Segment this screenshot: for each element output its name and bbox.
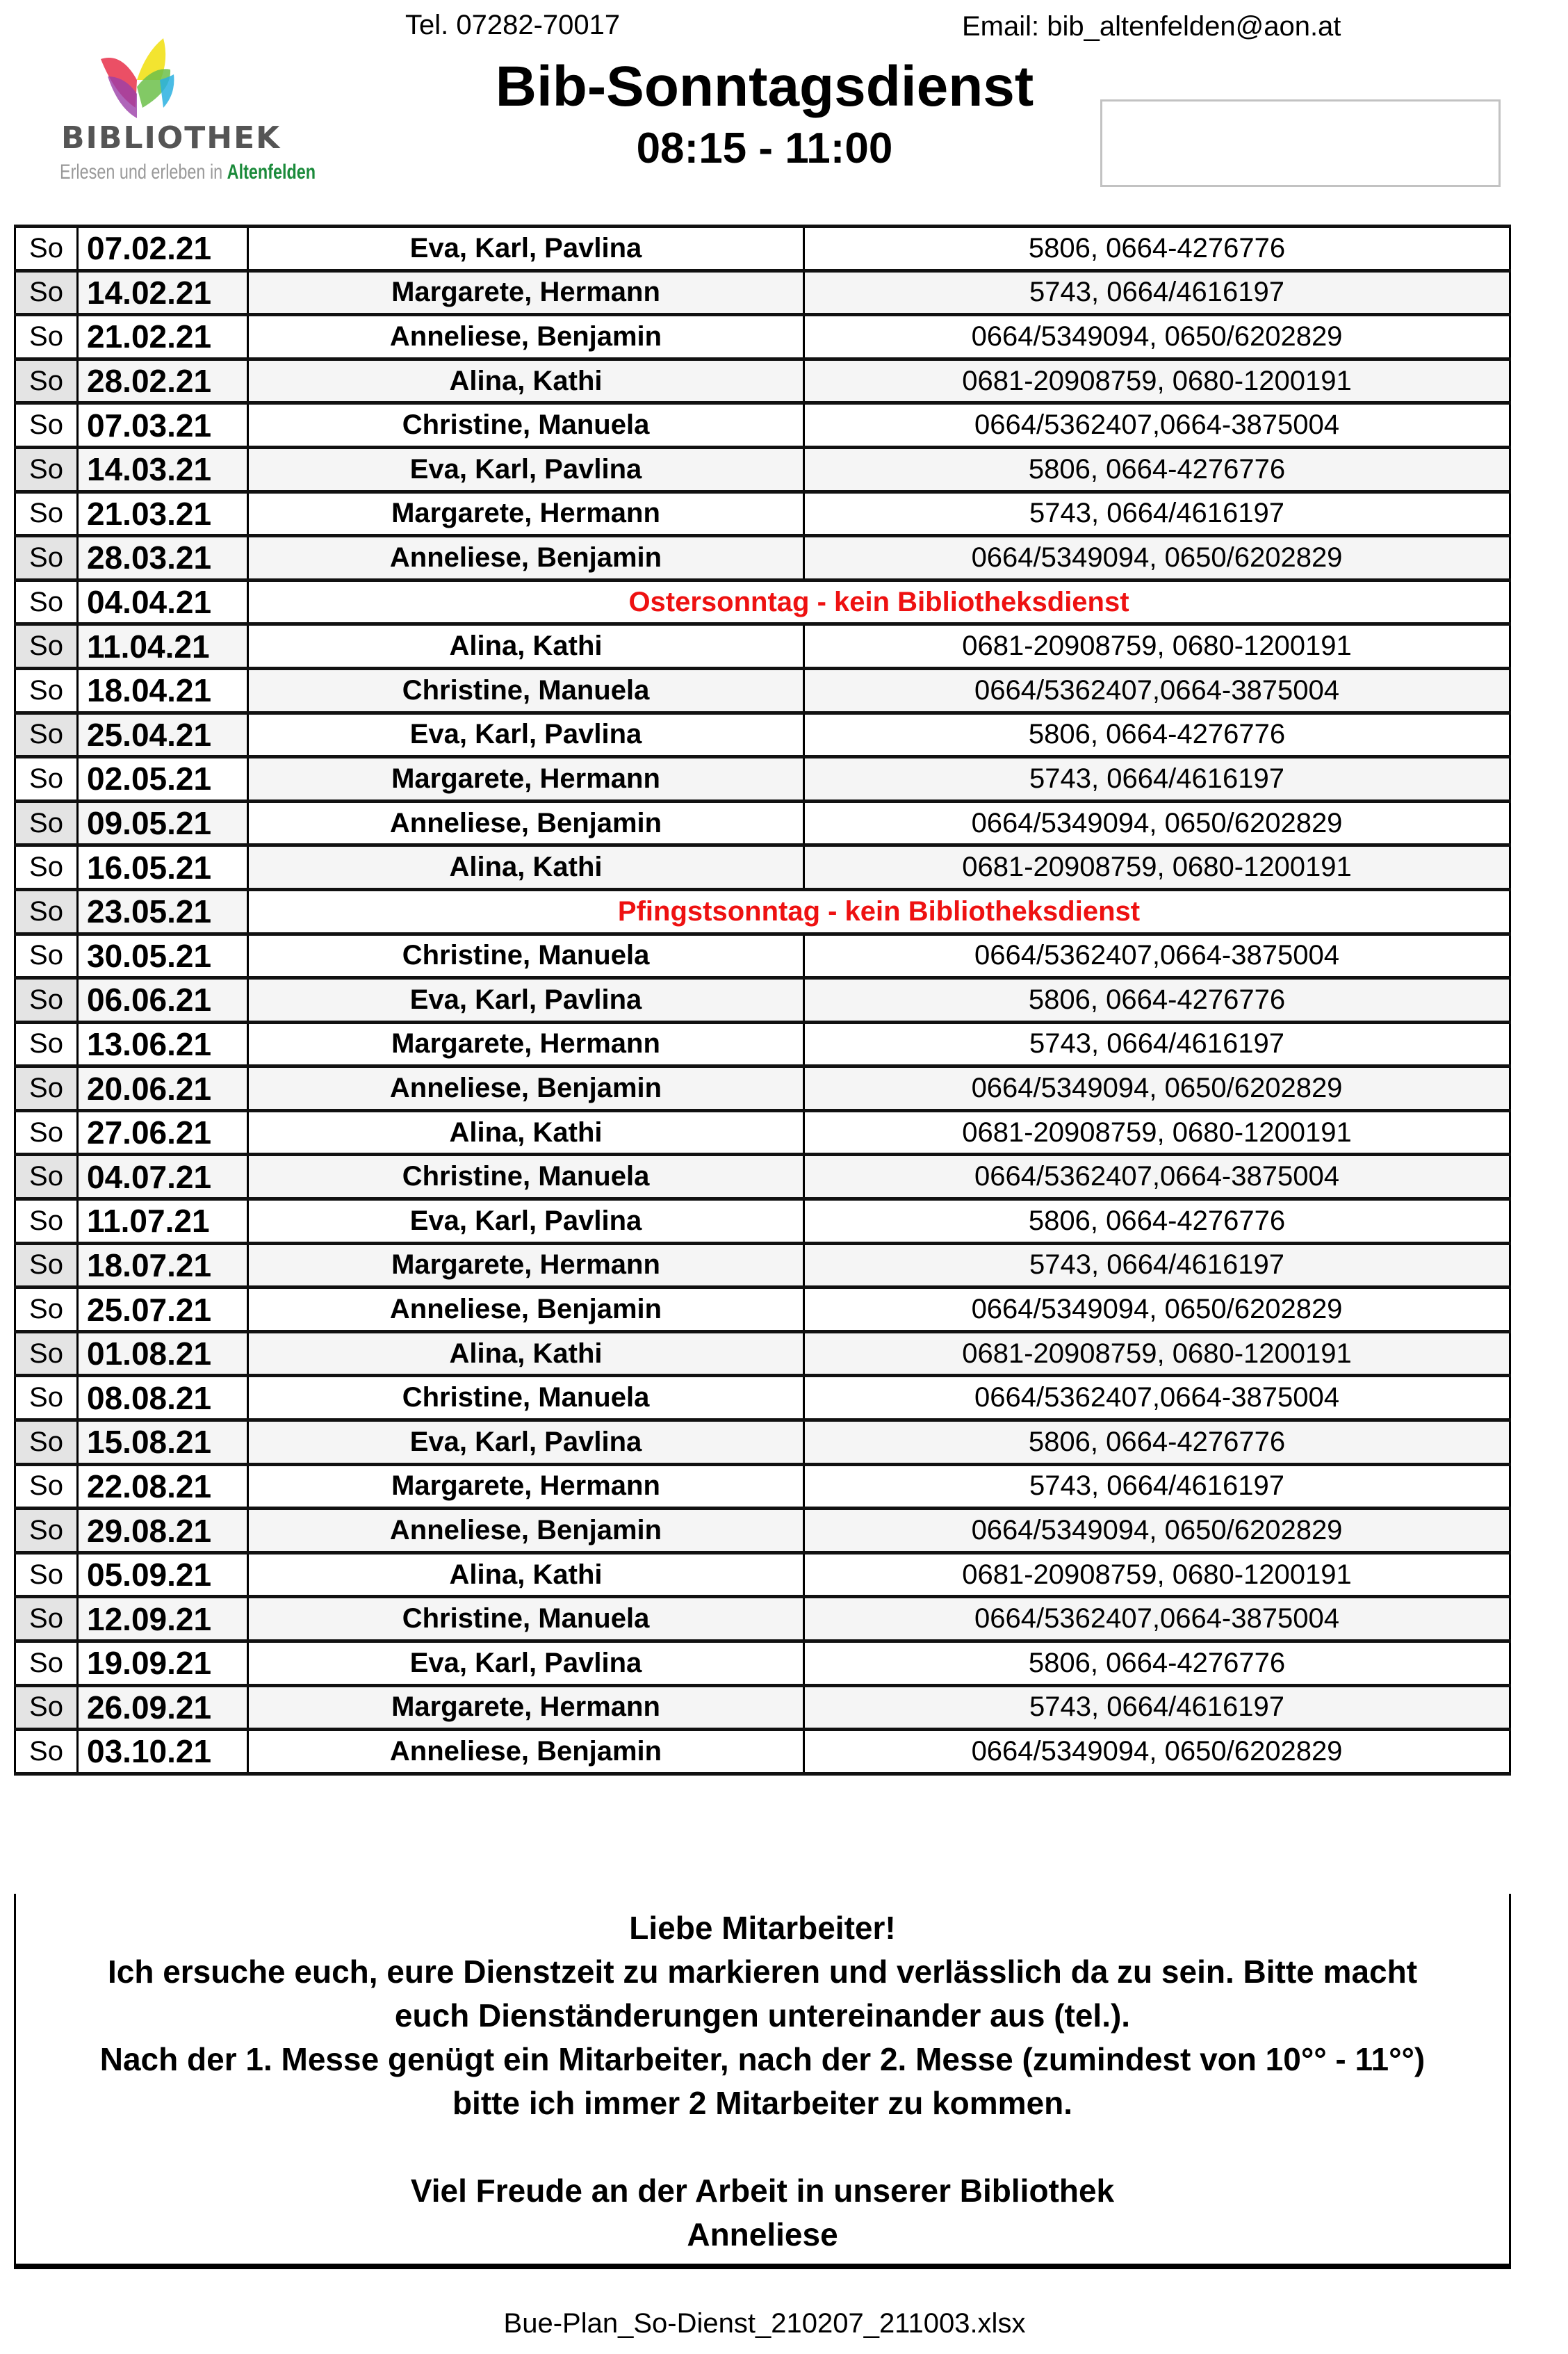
- phone-cell: 0681-20908759, 0680-1200191: [804, 1552, 1510, 1597]
- schedule-row: [15, 1597, 1510, 1641]
- staff-names-cell: Margarete, Hermann: [248, 1685, 804, 1730]
- schedule-row: [15, 1552, 1510, 1597]
- day-cell: So: [15, 1597, 78, 1641]
- schedule-row: [15, 359, 1510, 403]
- phone-cell: 5806, 0664-4276776: [804, 1420, 1510, 1465]
- phone-cell: 0664/5362407,0664-3875004: [804, 1376, 1510, 1420]
- schedule-row: [15, 1066, 1510, 1111]
- date-cell: 28.03.21: [78, 536, 248, 581]
- schedule-row: [15, 1199, 1510, 1244]
- day-cell: So: [15, 1243, 78, 1288]
- message-greeting: Liebe Mitarbeiter!: [629, 1910, 896, 1946]
- schedule-row: [15, 624, 1510, 669]
- staff-names-cell: Margarete, Hermann: [248, 270, 804, 315]
- day-cell: So: [15, 801, 78, 845]
- phone-cell: 0664/5349094, 0650/6202829: [804, 1288, 1510, 1332]
- day-cell: So: [15, 713, 78, 757]
- staff-names-cell: Eva, Karl, Pavlina: [248, 713, 804, 757]
- schedule-row: [15, 1376, 1510, 1420]
- phone-cell: 5743, 0664/4616197: [804, 1022, 1510, 1066]
- date-cell: 05.09.21: [78, 1552, 248, 1597]
- day-cell: So: [15, 934, 78, 978]
- date-cell: 30.05.21: [78, 934, 248, 978]
- day-cell: So: [15, 403, 78, 448]
- phone-cell: 0681-20908759, 0680-1200191: [804, 624, 1510, 669]
- day-cell: So: [15, 536, 78, 581]
- staff-names-cell: Margarete, Hermann: [248, 1464, 804, 1509]
- schedule-row: [15, 1022, 1510, 1066]
- schedule-row: [15, 934, 1510, 978]
- schedule-row: [15, 757, 1510, 802]
- date-cell: 16.05.21: [78, 845, 248, 890]
- day-cell: So: [15, 1641, 78, 1686]
- day-cell: So: [15, 1376, 78, 1420]
- schedule-row: [15, 845, 1510, 890]
- phone-cell: 0664/5349094, 0650/6202829: [804, 536, 1510, 581]
- schedule-row: [15, 1155, 1510, 1199]
- staff-names-cell: Eva, Karl, Pavlina: [248, 1420, 804, 1465]
- date-cell: 04.04.21: [78, 580, 248, 624]
- date-cell: 19.09.21: [78, 1641, 248, 1686]
- schedule-table: [14, 225, 1511, 1776]
- staff-names-cell: Alina, Kathi: [248, 845, 804, 890]
- holiday-note: Pfingstsonntag - kein Bibliotheksdienst: [248, 889, 1510, 934]
- day-cell: So: [15, 359, 78, 403]
- phone-cell: 0664/5349094, 0650/6202829: [804, 315, 1510, 359]
- day-cell: So: [15, 845, 78, 890]
- day-cell: So: [15, 1066, 78, 1111]
- schedule-row: [15, 1730, 1510, 1774]
- date-cell: 22.08.21: [78, 1464, 248, 1509]
- staff-names-cell: Alina, Kathi: [248, 359, 804, 403]
- day-cell: So: [15, 1110, 78, 1155]
- staff-names-cell: Anneliese, Benjamin: [248, 1066, 804, 1111]
- day-cell: So: [15, 1464, 78, 1509]
- phone-cell: 5806, 0664-4276776: [804, 978, 1510, 1023]
- phone-cell: 0681-20908759, 0680-1200191: [804, 845, 1510, 890]
- day-cell: So: [15, 1199, 78, 1244]
- day-cell: So: [15, 1022, 78, 1066]
- day-cell: So: [15, 1288, 78, 1332]
- day-cell: So: [15, 978, 78, 1023]
- date-cell: 14.03.21: [78, 447, 248, 492]
- date-cell: 27.06.21: [78, 1110, 248, 1155]
- date-cell: 07.03.21: [78, 403, 248, 448]
- day-cell: So: [15, 1155, 78, 1199]
- staff-names-cell: Anneliese, Benjamin: [248, 1730, 804, 1774]
- phone-cell: 5806, 0664-4276776: [804, 713, 1510, 757]
- phone-cell: 5743, 0664/4616197: [804, 1464, 1510, 1509]
- day-cell: So: [15, 624, 78, 669]
- phone-cell: 5743, 0664/4616197: [804, 492, 1510, 536]
- staff-names-cell: Anneliese, Benjamin: [248, 801, 804, 845]
- day-cell: So: [15, 315, 78, 359]
- page-title: Bib-Sonntagsdienst: [495, 55, 1034, 118]
- message-line: Ich ersuche euch, eure Dienstzeit zu markieren und verlässlich da zu sein. Bitte macht: [107, 1954, 1418, 1990]
- schedule-row: [15, 536, 1510, 581]
- message-line: bitte ich immer 2 Mitarbeiter zu kommen.: [452, 2085, 1073, 2121]
- phone-cell: 0681-20908759, 0680-1200191: [804, 1331, 1510, 1376]
- staff-names-cell: Christine, Manuela: [248, 403, 804, 448]
- day-cell: So: [15, 227, 78, 271]
- message-spacer: [16, 2125, 1509, 2169]
- staff-names-cell: Christine, Manuela: [248, 934, 804, 978]
- staff-names-cell: Alina, Kathi: [248, 624, 804, 669]
- schedule-row: [15, 668, 1510, 713]
- staff-names-cell: Christine, Manuela: [248, 1597, 804, 1641]
- schedule-row: [15, 447, 1510, 492]
- phone-number: Tel. 07282-70017: [405, 10, 621, 40]
- day-cell: So: [15, 447, 78, 492]
- schedule-row: [15, 1641, 1510, 1686]
- staff-names-cell: Margarete, Hermann: [248, 1243, 804, 1288]
- email-address: Email: bib_altenfelden@aon.at: [962, 11, 1341, 42]
- message-closing: Viel Freude an der Arbeit in unserer Bibliothek: [410, 2173, 1115, 2209]
- day-cell: So: [15, 1509, 78, 1553]
- date-cell: 23.05.21: [78, 889, 248, 934]
- date-cell: 15.08.21: [78, 1420, 248, 1465]
- date-cell: 25.04.21: [78, 713, 248, 757]
- date-cell: 21.02.21: [78, 315, 248, 359]
- message-signature: Anneliese: [687, 2216, 838, 2252]
- staff-names-cell: Alina, Kathi: [248, 1110, 804, 1155]
- message-line: euch Dienständerungen untereinander aus (tel.).: [394, 1997, 1131, 2034]
- date-cell: 03.10.21: [78, 1730, 248, 1774]
- note-box: [1100, 99, 1501, 187]
- staff-names-cell: Anneliese, Benjamin: [248, 1509, 804, 1553]
- phone-cell: 0664/5362407,0664-3875004: [804, 668, 1510, 713]
- date-cell: 13.06.21: [78, 1022, 248, 1066]
- holiday-note: Ostersonntag - kein Bibliotheksdienst: [248, 580, 1510, 624]
- footer-filename: Bue-Plan_So-Dienst_210207_211003.xlsx: [503, 2308, 1026, 2339]
- day-cell: So: [15, 757, 78, 802]
- date-cell: 25.07.21: [78, 1288, 248, 1332]
- staff-names-cell: Eva, Karl, Pavlina: [248, 1199, 804, 1244]
- date-cell: 26.09.21: [78, 1685, 248, 1730]
- date-cell: 11.04.21: [78, 624, 248, 669]
- date-cell: 18.04.21: [78, 668, 248, 713]
- schedule-row: [15, 315, 1510, 359]
- day-cell: So: [15, 270, 78, 315]
- date-cell: 02.05.21: [78, 757, 248, 802]
- schedule-row: [15, 270, 1510, 315]
- date-cell: 11.07.21: [78, 1199, 248, 1244]
- date-cell: 06.06.21: [78, 978, 248, 1023]
- schedule-row: [15, 1420, 1510, 1465]
- day-cell: So: [15, 1552, 78, 1597]
- phone-cell: 5806, 0664-4276776: [804, 447, 1510, 492]
- schedule-row-holiday: [15, 889, 1510, 934]
- day-cell: So: [15, 1331, 78, 1376]
- schedule-row: [15, 1331, 1510, 1376]
- day-cell: So: [15, 889, 78, 934]
- phone-cell: 5806, 0664-4276776: [804, 1199, 1510, 1244]
- date-cell: 28.02.21: [78, 359, 248, 403]
- day-cell: So: [15, 580, 78, 624]
- schedule-row: [15, 1243, 1510, 1288]
- schedule-row: [15, 227, 1510, 271]
- date-cell: 09.05.21: [78, 801, 248, 845]
- staff-names-cell: Eva, Karl, Pavlina: [248, 1641, 804, 1686]
- staff-names-cell: Margarete, Hermann: [248, 1022, 804, 1066]
- staff-names-cell: Anneliese, Benjamin: [248, 315, 804, 359]
- logo-tagline-prefix: Erlesen und erleben in: [60, 161, 227, 184]
- date-cell: 29.08.21: [78, 1509, 248, 1553]
- staff-message: [14, 1894, 1511, 2269]
- schedule-row: [15, 1509, 1510, 1553]
- logo-wordmark: BIBLIOTHEK: [61, 120, 281, 156]
- staff-names-cell: Christine, Manuela: [248, 668, 804, 713]
- staff-names-cell: Eva, Karl, Pavlina: [248, 227, 804, 271]
- schedule-row-holiday: [15, 580, 1510, 624]
- schedule-row: [15, 403, 1510, 448]
- schedule-row: [15, 1464, 1510, 1509]
- date-cell: 01.08.21: [78, 1331, 248, 1376]
- day-cell: So: [15, 492, 78, 536]
- date-cell: 18.07.21: [78, 1243, 248, 1288]
- schedule-row: [15, 713, 1510, 757]
- phone-cell: 5743, 0664/4616197: [804, 270, 1510, 315]
- date-cell: 07.02.21: [78, 227, 248, 271]
- date-cell: 21.03.21: [78, 492, 248, 536]
- schedule-row: [15, 978, 1510, 1023]
- staff-names-cell: Alina, Kathi: [248, 1331, 804, 1376]
- phone-cell: 5806, 0664-4276776: [804, 1641, 1510, 1686]
- phone-cell: 0664/5349094, 0650/6202829: [804, 1509, 1510, 1553]
- phone-cell: 0664/5349094, 0650/6202829: [804, 1066, 1510, 1111]
- day-cell: So: [15, 1685, 78, 1730]
- date-cell: 20.06.21: [78, 1066, 248, 1111]
- phone-cell: 5806, 0664-4276776: [804, 227, 1510, 271]
- date-cell: 04.07.21: [78, 1155, 248, 1199]
- staff-names-cell: Christine, Manuela: [248, 1376, 804, 1420]
- phone-cell: 0664/5362407,0664-3875004: [804, 934, 1510, 978]
- staff-names-cell: Christine, Manuela: [248, 1155, 804, 1199]
- schedule-row: [15, 801, 1510, 845]
- phone-cell: 0664/5349094, 0650/6202829: [804, 801, 1510, 845]
- date-cell: 12.09.21: [78, 1597, 248, 1641]
- staff-names-cell: Anneliese, Benjamin: [248, 1288, 804, 1332]
- phone-cell: 0664/5362407,0664-3875004: [804, 1597, 1510, 1641]
- staff-names-cell: Margarete, Hermann: [248, 757, 804, 802]
- staff-names-cell: Eva, Karl, Pavlina: [248, 447, 804, 492]
- schedule-row: [15, 492, 1510, 536]
- staff-names-cell: Anneliese, Benjamin: [248, 536, 804, 581]
- phone-cell: 0664/5362407,0664-3875004: [804, 1155, 1510, 1199]
- day-cell: So: [15, 668, 78, 713]
- phone-cell: 0664/5349094, 0650/6202829: [804, 1730, 1510, 1774]
- phone-cell: 0681-20908759, 0680-1200191: [804, 359, 1510, 403]
- service-hours: 08:15 - 11:00: [636, 124, 893, 172]
- schedule-row: [15, 1288, 1510, 1332]
- staff-names-cell: Eva, Karl, Pavlina: [248, 978, 804, 1023]
- phone-cell: 5743, 0664/4616197: [804, 1243, 1510, 1288]
- staff-names-cell: Margarete, Hermann: [248, 492, 804, 536]
- day-cell: So: [15, 1420, 78, 1465]
- phone-cell: 0664/5362407,0664-3875004: [804, 403, 1510, 448]
- phone-cell: 5743, 0664/4616197: [804, 1685, 1510, 1730]
- date-cell: 14.02.21: [78, 270, 248, 315]
- day-cell: So: [15, 1730, 78, 1774]
- schedule-row: [15, 1110, 1510, 1155]
- phone-cell: 0681-20908759, 0680-1200191: [804, 1110, 1510, 1155]
- logo-tagline-place: Altenfelden: [227, 161, 316, 184]
- schedule-row: [15, 1685, 1510, 1730]
- date-cell: 08.08.21: [78, 1376, 248, 1420]
- staff-names-cell: Alina, Kathi: [248, 1552, 804, 1597]
- message-line: Nach der 1. Messe genügt ein Mitarbeiter, nach der 2. Messe (zumindest von 10°° - 11°°): [99, 2041, 1426, 2077]
- phone-cell: 5743, 0664/4616197: [804, 757, 1510, 802]
